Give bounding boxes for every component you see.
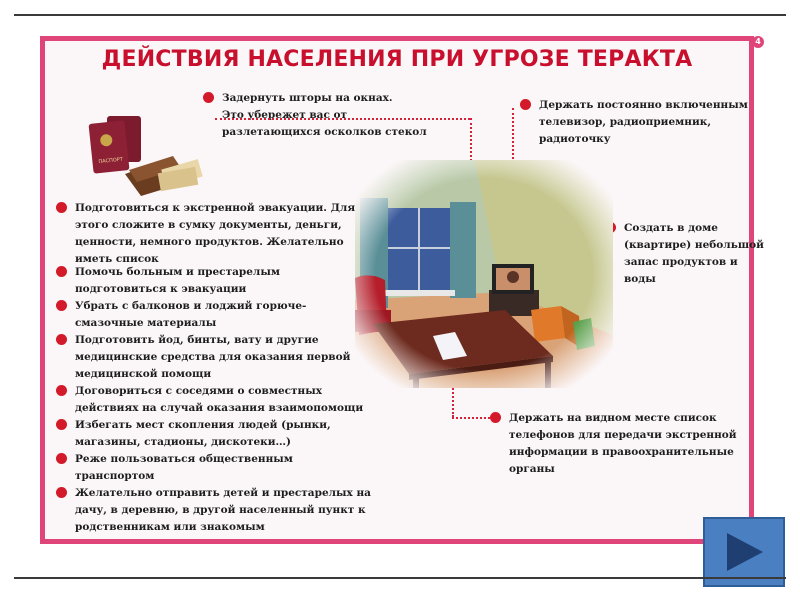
documents-illustration	[85, 112, 205, 196]
tip-avoid-crowds	[56, 417, 331, 451]
bullet-icon	[56, 487, 67, 498]
tip-line: радиоточку	[539, 133, 611, 145]
bullet-icon	[56, 300, 67, 311]
tip-line: органы	[509, 463, 555, 475]
tip-curtains	[203, 90, 427, 141]
room-illustration	[355, 160, 613, 388]
tip-phone-list	[490, 410, 737, 478]
tip-line: смазочные материалы	[75, 317, 217, 329]
tip-first-aid	[56, 332, 350, 383]
tip-line: Держать на видном месте список	[509, 412, 717, 424]
connector-line	[215, 118, 470, 120]
tip-line: телефонов для передачи экстренной	[509, 429, 737, 441]
tip-food-supply	[605, 220, 764, 288]
tip-line: дачу, в деревню, в другой населенный пункт к	[75, 504, 366, 516]
tip-line: Подготовить йод, бинты, вату и другие	[75, 334, 319, 346]
tip-line: Помочь больным и престарелым	[75, 266, 280, 278]
tip-line: Желательно отправить детей и престарелых на	[75, 487, 371, 499]
bullet-icon	[56, 419, 67, 430]
tip-line: ценности, немного продуктов. Желательно	[75, 236, 344, 248]
tip-neighbors	[56, 383, 363, 417]
tip-line: магазины, стадионы, дискотеки…)	[75, 436, 291, 448]
tip-evacuation	[56, 200, 355, 268]
tip-line: Договориться с соседями о совместных	[75, 385, 323, 397]
tip-send-children	[56, 485, 371, 536]
tip-line: этого сложите в сумку документы, деньги,	[75, 219, 342, 231]
top-rule	[14, 14, 786, 16]
tip-help-elderly	[56, 264, 280, 298]
tip-line: родственникам или знакомым	[75, 521, 265, 533]
connector-line	[452, 417, 490, 419]
tip-line: транспортом	[75, 470, 155, 482]
tip-line: Реже пользоваться общественным	[75, 453, 293, 465]
tip-line: запас продуктов и	[624, 256, 738, 268]
slide-corner-marker: 4	[752, 36, 764, 48]
play-arrow-icon	[705, 519, 783, 585]
page-title: ДЕЙСТВИЯ НАСЕЛЕНИЯ ПРИ УГРОЗЕ ТЕРАКТА	[101, 47, 693, 72]
tip-line: воды	[624, 273, 656, 285]
bullet-icon	[203, 92, 214, 103]
tip-line: Держать постоянно включенным	[539, 99, 748, 111]
tip-line: Избегать мест скопления людей (рынки,	[75, 419, 331, 431]
tip-line: (квартире) небольшой	[624, 239, 764, 251]
tip-line: Создать в доме	[624, 222, 718, 234]
tip-remove-flammables	[56, 298, 306, 332]
bullet-icon	[520, 99, 531, 110]
tip-line: разлетающихся осколков стекол	[222, 126, 427, 138]
tip-line: медицинские средства для оказания первой	[75, 351, 351, 363]
tip-line: подготовиться к эвакуации	[75, 283, 247, 295]
bottom-rule	[14, 577, 786, 579]
tip-line: медицинской помощи	[75, 368, 212, 380]
bullet-icon	[56, 385, 67, 396]
tip-line: телевизор, радиоприемник,	[539, 116, 711, 128]
tip-line: Задернуть шторы на окнах.	[222, 92, 393, 104]
tip-line: Это убережет вас от	[222, 109, 348, 121]
tip-line: иметь список	[75, 253, 159, 265]
tip-line: информации в правоохранительные	[509, 446, 734, 458]
bullet-icon	[56, 202, 67, 213]
tip-line: Подготовиться к экстренной эвакуации. Для	[75, 202, 356, 214]
bullet-icon	[56, 453, 67, 464]
bullet-icon	[56, 334, 67, 345]
tip-tv-radio	[520, 97, 748, 148]
passport-label: ПАСПОРТ	[98, 156, 124, 166]
bullet-icon	[56, 266, 67, 277]
bullet-icon	[490, 412, 501, 423]
tip-public-transport	[56, 451, 293, 485]
tip-line: действиях на случай оказания взаимопомощи	[75, 402, 364, 414]
tip-line: Убрать с балконов и лоджий горюче-	[75, 300, 307, 312]
